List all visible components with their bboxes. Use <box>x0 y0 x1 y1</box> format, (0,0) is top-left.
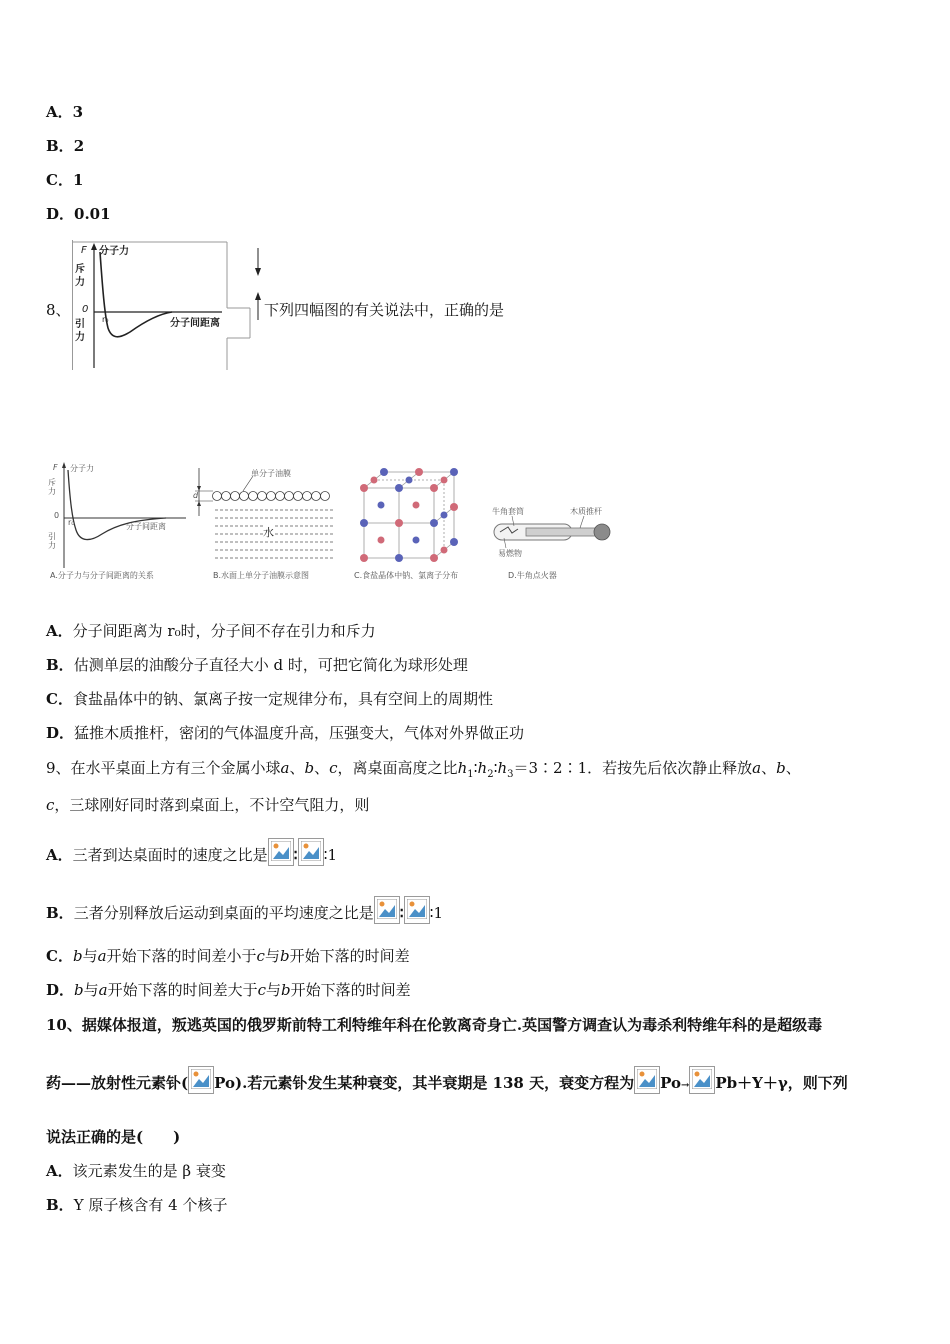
graph-repulsion-label: 斥力 <box>75 264 85 288</box>
q10-option-a: A．该元素发生的是 β 衰变 <box>46 1162 226 1180</box>
q9-option-b: B．三者分别释放后运动到桌面的平均速度之比是 ∶ ∶1 <box>46 896 443 927</box>
q8-number: 8、 <box>46 301 71 319</box>
q8-option-b: B．估测单层的油酸分子直径大小 d 时，可把它简化为球形处理 <box>46 656 468 674</box>
fig-a-f: F <box>53 463 58 472</box>
figure-b <box>193 460 343 582</box>
q10-stem-line1: 10、据媒体报道，叛逃英国的俄罗斯前特工利特维年科在伦敦离奇身亡.英国警方调查认为毒杀利特维年科的是超级毒 <box>46 1016 823 1034</box>
image-placeholder-icon <box>298 838 324 866</box>
fig-a-attraction: 引力 <box>48 532 56 550</box>
q10-stem-line2: 药——放射性元素钋( Po).若元素钋发生某种衰变，其半衰期是 138 天，衰变方程为 Po→ Pb＋Y＋γ，则下列 <box>46 1066 848 1101</box>
q9-option-a: A．三者到达桌面时的速度之比是 ∶ ∶1 <box>46 838 337 869</box>
graph-r0-label: r₀ <box>102 315 109 324</box>
graph-distance-label: 分子间距离 <box>170 318 220 329</box>
fig-a-distance: 分子间距离 <box>126 522 166 531</box>
image-placeholder-icon <box>634 1066 660 1094</box>
q7-option-a: A．3 <box>46 103 84 121</box>
q8-option-d: D．猛推木质推杆，密闭的气体温度升高，压强变大，气体对外界做正功 <box>46 724 525 742</box>
image-placeholder-icon <box>689 1066 715 1094</box>
figure-c <box>350 460 490 582</box>
q8-option-c: C．食盐晶体中的钠、氯离子按一定规律分布，具有空间上的周期性 <box>46 690 493 708</box>
q7-option-b: B．2 <box>46 137 85 155</box>
image-placeholder-icon <box>404 896 430 924</box>
q9-option-c: C．b与a开始下落的时间差小于c与b开始下落的时间差 <box>46 947 410 965</box>
q8-option-a: A．分子间距离为 r₀时，分子间不存在引力和斥力 <box>46 622 376 640</box>
figure-d <box>488 490 623 582</box>
fig-d-right-label: 木质推杆 <box>570 507 602 516</box>
q8-stem: 下列四幅图的有关说法中，正确的是 <box>264 301 505 319</box>
q8-arrows <box>253 248 263 320</box>
graph-attraction-label: 引力 <box>75 319 85 343</box>
fig-b-label: 单分子油膜 <box>251 469 291 478</box>
fig-d-bottom-label: 易燃物 <box>498 549 522 558</box>
q9-stem-line2: c，三球刚好同时落到桌面上，不计空气阻力，则 <box>46 796 370 814</box>
q7-option-d: D．0.01 <box>46 205 111 223</box>
q10-stem-line3: 说法正确的是( ) <box>46 1128 181 1146</box>
graph-zero-label: 0 <box>82 304 89 315</box>
fig-d-caption: D.牛角点火器 <box>508 571 557 580</box>
q9-option-d: D．b与a开始下落的时间差大于c与b开始下落的时间差 <box>46 981 411 999</box>
q7-option-c: C．1 <box>46 171 84 189</box>
fig-a-caption: A.分子力与分子间距离的关系 <box>50 571 154 580</box>
fig-b-d: d <box>193 491 199 500</box>
image-placeholder-icon <box>188 1066 214 1094</box>
fig-a-r0: r₀ <box>68 518 75 527</box>
graph-force-label: 分子力 <box>99 246 129 257</box>
image-placeholder-icon <box>268 838 294 866</box>
figure-a <box>46 460 191 582</box>
fig-a-zero: 0 <box>54 511 60 520</box>
image-placeholder-icon <box>374 896 400 924</box>
q10-option-b: B．Y 原子核含有 4 个核子 <box>46 1196 228 1214</box>
fig-a-repulsion: 斥力 <box>48 478 56 496</box>
fig-b-water: 水 <box>263 526 274 539</box>
fig-c-caption: C.食盐晶体中钠、氯离子分布 <box>354 571 459 580</box>
graph-f-label: F <box>81 245 87 256</box>
q8-force-graph <box>72 240 257 370</box>
q9-stem-line1: 9、在水平桌面上方有三个金属小球a、b、c，离桌面高度之比$h_1∶h_2∶h_3=3∶2∶1$．若按先后依次静止释放a、b、 <box>46 759 801 780</box>
fig-d-left-label: 牛角套筒 <box>492 507 524 516</box>
fig-a-force: 分子力 <box>70 464 94 473</box>
fig-b-caption: B.水面上单分子油膜示意图 <box>213 571 310 580</box>
force-graph-svg <box>72 240 257 370</box>
